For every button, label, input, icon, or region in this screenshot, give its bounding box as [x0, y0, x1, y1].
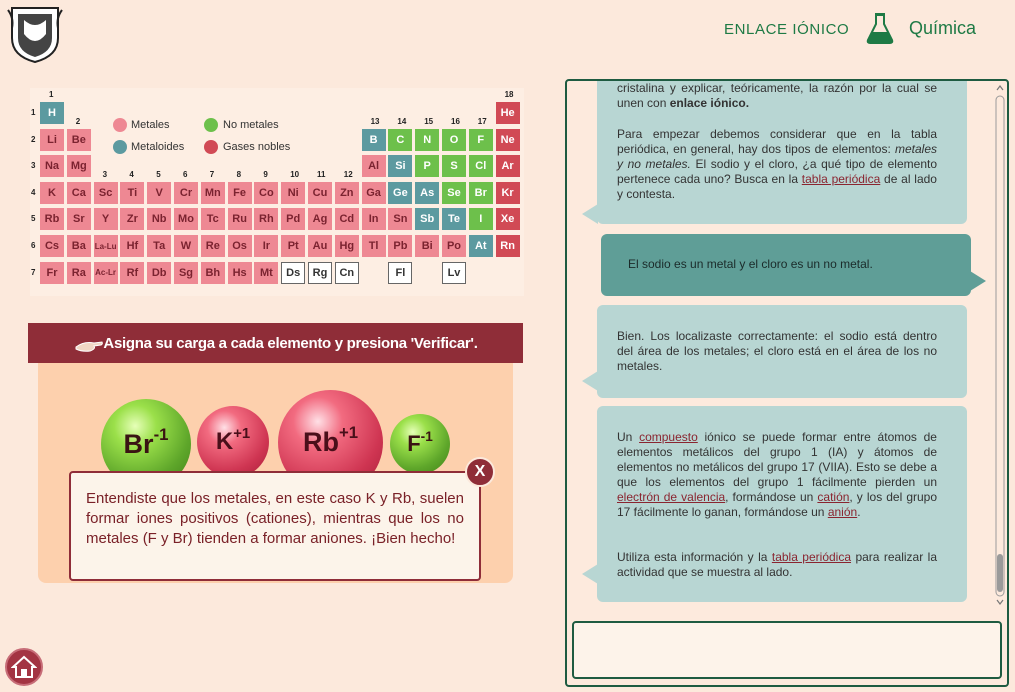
group-number: 2	[75, 117, 81, 126]
element-s[interactable]: S	[442, 155, 466, 177]
msg4-a: Un	[617, 430, 640, 444]
element-ds[interactable]: Ds	[281, 262, 305, 284]
group-number: 7	[209, 170, 215, 179]
element-hg[interactable]: Hg	[335, 235, 359, 257]
msg2-tail	[970, 271, 986, 291]
feedback-text: Entendiste que los metales, en este caso K y Rb, suelen formar iones positivos (cationes), mientras que los no metales (F y Br) tienden a formar aniones. ¡Bien hecho!	[86, 490, 464, 547]
element-na[interactable]: Na	[40, 155, 64, 177]
element-nb[interactable]: Nb	[147, 208, 171, 230]
element-v[interactable]: V	[147, 182, 171, 204]
msg1-tail	[582, 204, 598, 224]
element-la-lu[interactable]: La-Lu	[94, 235, 118, 257]
element-pt[interactable]: Pt	[281, 235, 305, 257]
element-be[interactable]: Be	[67, 129, 91, 151]
legend-noble-gases-label: Gases nobles	[223, 141, 291, 153]
element-k[interactable]: K	[40, 182, 64, 204]
group-number: 16	[451, 117, 460, 126]
element-ca[interactable]: Ca	[67, 182, 91, 204]
element-fr[interactable]: Fr	[40, 262, 64, 284]
group-number: 18	[504, 90, 514, 99]
legend-metals-label: Metales	[131, 119, 170, 131]
element-se[interactable]: Se	[442, 182, 466, 204]
element-hf[interactable]: Hf	[120, 235, 144, 257]
element-ac-lr[interactable]: Ac-Lr	[94, 262, 118, 284]
group-number: 11	[317, 170, 326, 179]
msg1-p2-b: El sodio y el cloro, ¿a qué tipo de elemento pertenece cada uno? Busca en la	[617, 157, 938, 186]
element-c[interactable]: C	[388, 129, 412, 151]
element-ge[interactable]: Ge	[388, 182, 412, 204]
group-number: 10	[290, 170, 300, 179]
element-ba[interactable]: Ba	[67, 235, 91, 257]
element-sr[interactable]: Sr	[67, 208, 91, 230]
home-icon	[11, 655, 37, 679]
ion-k-symbol: K	[215, 428, 234, 455]
element-sc[interactable]: Sc	[94, 182, 118, 204]
element-mo[interactable]: Mo	[174, 208, 198, 230]
element-o[interactable]: O	[442, 129, 466, 151]
ion-rb-symbol: Rb	[302, 427, 339, 457]
element-ta[interactable]: Ta	[147, 235, 171, 257]
scroll-up-arrow-icon	[997, 86, 1003, 90]
group-number: 1	[49, 90, 54, 99]
element-zr[interactable]: Zr	[120, 208, 144, 230]
legend-metalloids-swatch	[113, 140, 127, 154]
element-i[interactable]: I	[469, 208, 493, 230]
msg4-p2-b: para realizar la actividad que se muestra al lado.	[617, 550, 937, 579]
element-fe[interactable]: Fe	[228, 182, 252, 204]
pointing-hand-icon	[74, 337, 104, 353]
chat-message-student	[601, 234, 971, 296]
element-at[interactable]: At	[469, 235, 493, 257]
element-cd[interactable]: Cd	[335, 208, 359, 230]
element-pd[interactable]: Pd	[281, 208, 305, 230]
instruction-text: Asigna su carga a cada elemento y presiona 'Verificar'.	[103, 334, 478, 352]
element-as[interactable]: As	[415, 182, 439, 204]
element-sn[interactable]: Sn	[388, 208, 412, 230]
group-number: 5	[156, 170, 161, 179]
group-number: 9	[263, 170, 268, 179]
element-lv[interactable]: Lv	[442, 262, 466, 284]
element-cl[interactable]: Cl	[469, 155, 493, 177]
ion-f-charge: -1	[420, 429, 433, 444]
chat-input[interactable]	[572, 621, 1002, 679]
ion-f-ball[interactable]	[390, 414, 450, 474]
element-ra[interactable]: Ra	[67, 262, 91, 284]
element-b[interactable]: B	[362, 129, 386, 151]
element-ne[interactable]: Ne	[496, 129, 520, 151]
element-sb[interactable]: Sb	[415, 208, 439, 230]
msg4-link-cation[interactable]: catión	[817, 490, 850, 504]
group-number: 6	[183, 170, 188, 179]
msg4-link-anion[interactable]: anión	[827, 505, 858, 519]
element-mn[interactable]: Mn	[201, 182, 225, 204]
element-w[interactable]: W	[174, 235, 198, 257]
msg3-text: Bien. Los localizaste correctamente: el sodio está dentro del área de los metales; el cloro está en el área de los no metales.	[617, 329, 937, 373]
element-f[interactable]: F	[469, 129, 493, 151]
element-mg[interactable]: Mg	[67, 155, 91, 177]
element-ni[interactable]: Ni	[281, 182, 305, 204]
element-si[interactable]: Si	[388, 155, 412, 177]
group-number: 13	[370, 117, 380, 126]
chat-message-tutor-3	[597, 406, 967, 602]
ion-br-charge: -1	[153, 424, 169, 444]
group-number: 4	[129, 170, 134, 179]
element-bh[interactable]: Bh	[201, 262, 225, 284]
element-ag[interactable]: Ag	[308, 208, 332, 230]
msg4-p2-a: Utiliza esta información y la	[617, 550, 772, 564]
legend-nonmetals-label: No metales	[223, 119, 279, 131]
legend-metalloids-label: Metaloides	[131, 141, 185, 153]
home-button[interactable]	[5, 648, 43, 686]
periodic-table[interactable]	[30, 88, 524, 296]
element-al[interactable]: Al	[362, 155, 386, 177]
msg1-p2-c: de al lado y contesta.	[617, 172, 937, 201]
msg1-bold: enlace iónico.	[669, 96, 750, 110]
flask-icon	[866, 12, 894, 44]
period-number: 2	[31, 134, 36, 144]
element-sg[interactable]: Sg	[174, 262, 198, 284]
element-hs[interactable]: Hs	[228, 262, 252, 284]
element-co[interactable]: Co	[254, 182, 278, 204]
element-rh[interactable]: Rh	[254, 208, 278, 230]
period-number: 4	[31, 187, 36, 197]
element-rf[interactable]: Rf	[120, 262, 144, 284]
chat-message-tutor-2	[597, 305, 967, 398]
group-number: 15	[424, 117, 434, 126]
element-y[interactable]: Y	[94, 208, 118, 230]
element-ir[interactable]: Ir	[254, 235, 278, 257]
element-pb[interactable]: Pb	[388, 235, 412, 257]
msg3-tail	[582, 371, 598, 391]
feedback-dialog	[69, 471, 481, 581]
element-kr[interactable]: Kr	[496, 182, 520, 204]
legend-noble-gases-swatch	[204, 140, 218, 154]
scroll-down-arrow-icon	[997, 600, 1003, 604]
chat-scrollbar[interactable]	[995, 84, 1005, 609]
element-mt[interactable]: Mt	[254, 262, 278, 284]
element-br[interactable]: Br	[469, 182, 493, 204]
msg2-text: El sodio es un metal y el cloro es un no metal.	[628, 257, 873, 271]
element-xe[interactable]: Xe	[496, 208, 520, 230]
element-p[interactable]: P	[415, 155, 439, 177]
element-cs[interactable]: Cs	[40, 235, 64, 257]
element-re[interactable]: Re	[201, 235, 225, 257]
msg1-p2-a: Para empezar debemos considerar que en la tabla periódica, en general, hay dos tipos de elementos:	[617, 127, 937, 156]
close-feedback-button[interactable]	[465, 457, 495, 487]
group-number: 14	[397, 117, 407, 126]
element-ar[interactable]: Ar	[496, 155, 520, 177]
msg4-c: , formándose un	[725, 490, 818, 504]
element-ru[interactable]: Ru	[228, 208, 252, 230]
element-li[interactable]: Li	[40, 129, 64, 151]
ion-f-symbol: F	[407, 431, 421, 456]
chat-panel[interactable]	[565, 79, 1009, 687]
element-os[interactable]: Os	[228, 235, 252, 257]
period-number: 7	[31, 267, 36, 277]
element-au[interactable]: Au	[308, 235, 332, 257]
msg4-tail	[582, 564, 598, 584]
element-fl[interactable]: Fl	[388, 262, 412, 284]
ion-k-charge: +1	[233, 425, 251, 442]
msg4-b: iónico se puede formar entre átomos de elementos metálicos del grupo 1 (IA) y átomos de elementos no metálicos del grupo 17 (VIIA). Esto se debe a que los elementos del grupo 1 fácilmente pierden un	[617, 430, 937, 489]
element-zn[interactable]: Zn	[335, 182, 359, 204]
element-tl[interactable]: Tl	[362, 235, 386, 257]
msg4-periodic-table-link[interactable]: tabla periódica	[771, 550, 852, 564]
close-label: X	[474, 463, 486, 480]
msg1-text-a: cristalina y explicar, teóricamente, la razón por la cual se unen con	[617, 81, 937, 110]
element-cn[interactable]: Cn	[335, 262, 359, 284]
legend-metals-swatch	[113, 118, 127, 132]
element-bi[interactable]: Bi	[415, 235, 439, 257]
element-n[interactable]: N	[415, 129, 439, 151]
msg4-d: , y los del grupo 17 fácilmente lo ganan, formándose un	[617, 490, 938, 519]
unam-shield-icon	[6, 4, 64, 64]
ion-rb-charge: +1	[338, 423, 359, 443]
ion-br-symbol: Br	[123, 428, 154, 459]
legend-nonmetals-swatch	[204, 118, 218, 132]
element-rb[interactable]: Rb	[40, 208, 64, 230]
period-number: 5	[31, 214, 36, 224]
element-rn[interactable]: Rn	[496, 235, 520, 257]
msg4-e: .	[857, 505, 861, 519]
msg4-link-compuesto[interactable]: compuesto	[639, 430, 698, 444]
element-tc[interactable]: Tc	[201, 208, 225, 230]
topic-title: ENLACE IÓNICO	[724, 21, 850, 38]
msg4-link-electron[interactable]: electrón de valencia	[617, 490, 726, 504]
scroll-thumb	[997, 554, 1003, 592]
element-ti[interactable]: Ti	[120, 182, 144, 204]
period-number: 6	[31, 241, 36, 250]
element-po[interactable]: Po	[442, 235, 466, 257]
element-h[interactable]: H	[40, 102, 64, 124]
subject-title: Química	[909, 18, 977, 38]
msg1-periodic-table-link[interactable]: tabla periódica	[801, 172, 881, 186]
msg1-p2-italic: metales y no metales.	[617, 142, 937, 171]
element-ga[interactable]: Ga	[362, 182, 386, 204]
period-number: 1	[31, 108, 36, 117]
element-he[interactable]: He	[496, 102, 520, 124]
element-rg[interactable]: Rg	[308, 262, 332, 284]
element-te[interactable]: Te	[442, 208, 466, 230]
group-number: 12	[343, 170, 353, 179]
element-in[interactable]: In	[362, 208, 386, 230]
chat-message-tutor-1	[597, 79, 967, 224]
group-number: 3	[102, 170, 108, 179]
period-number: 3	[31, 161, 36, 171]
element-db[interactable]: Db	[147, 262, 171, 284]
element-cr[interactable]: Cr	[174, 182, 198, 204]
ion-k-ball[interactable]	[197, 406, 269, 478]
group-number: 17	[477, 117, 487, 126]
element-cu[interactable]: Cu	[308, 182, 332, 204]
group-number: 8	[236, 170, 242, 179]
